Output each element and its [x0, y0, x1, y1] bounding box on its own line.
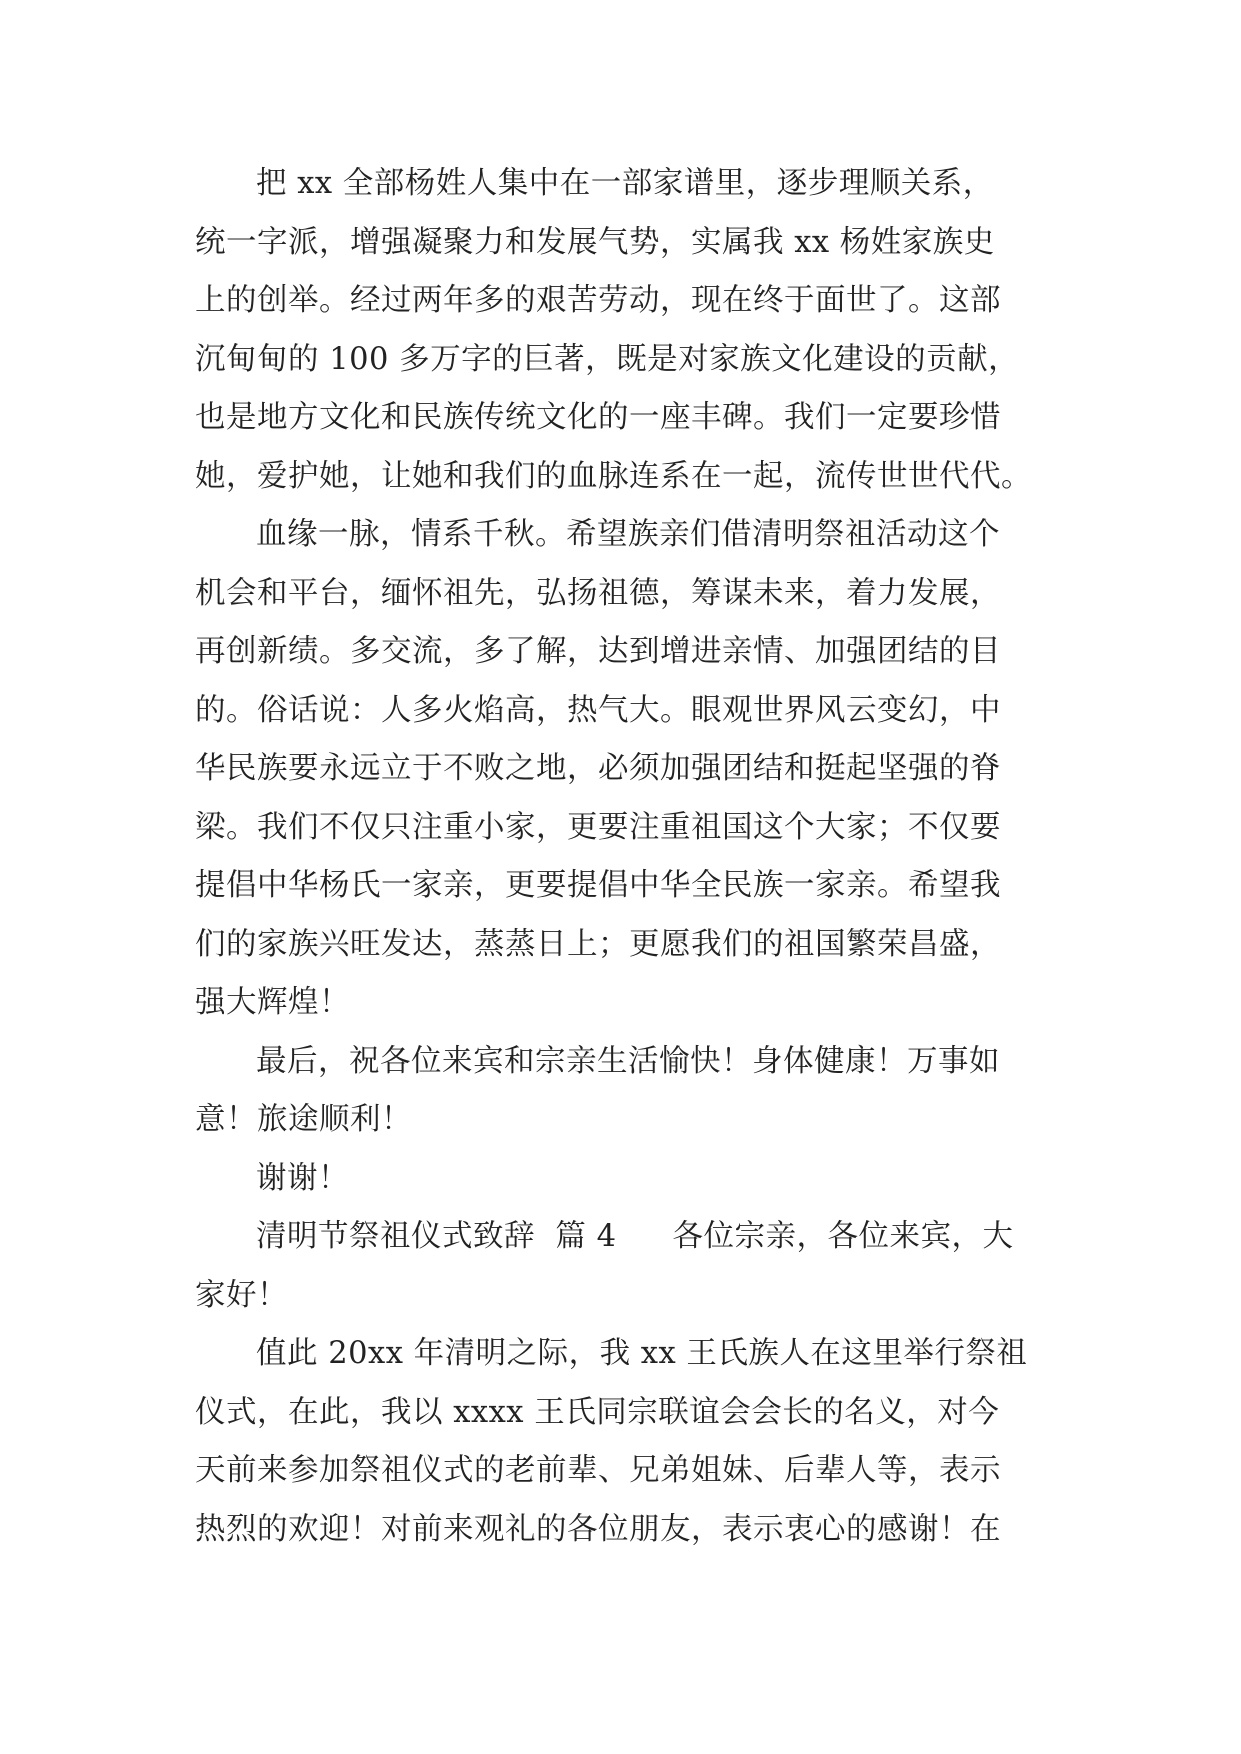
paragraph-line: 血缘一脉，情系千秋。希望族亲们借清明祭祖活动这个: [256, 517, 1000, 552]
paragraph-line: 意！旅途顺利！: [195, 1102, 412, 1137]
paragraph-line: 机会和平台，缅怀祖先，弘扬祖德，筹谋未来，着力发展，: [195, 575, 1001, 611]
paragraph-line: 也是地方文化和民族传统文化的一座丰碑。我们一定要珍惜: [195, 400, 1001, 435]
paragraph-line: 强大辉煌！: [195, 985, 350, 1020]
paragraph-line: 家好！: [195, 1277, 288, 1313]
section-heading-line: [195, 1208, 1055, 1267]
paragraph-line: 的。俗话说：人多火焰高，热气大。眼观世界风云变幻，中: [195, 692, 1001, 728]
paragraph-line: 天前来参加祭祖仪式的老前辈、兄弟姐妹、后辈人等，表示: [195, 1453, 1001, 1488]
paragraph-line: 最后，祝各位来宾和宗亲生活愉快！身体健康！万事如: [256, 1043, 1000, 1079]
greeting-text: 各位宗亲，各位来宾，大: [672, 1219, 1014, 1254]
paragraph-line: 她，爱护她，让她和我们的血脉连系在一起，流传世世代代。: [195, 458, 1032, 494]
paragraph-line: 仪式，在此，我以 xxxx 王氏同宗联谊会会长的名义，对今: [195, 1394, 1000, 1430]
paragraph-line: 谢谢！: [256, 1160, 349, 1196]
paragraph-line: 热烈的欢迎！对前来观礼的各位朋友，表示衷心的感谢！在: [195, 1511, 1001, 1547]
paragraph-line: 再创新绩。多交流，多了解，达到增进亲情、加强团结的目: [195, 634, 1001, 669]
paragraph-line: 梁。我们不仅只注重小家，更要注重祖国这个大家；不仅要: [195, 809, 1001, 845]
paragraph-line: 华民族要永远立于不败之地，必须加强团结和挺起坚强的脊: [195, 751, 1001, 786]
paragraph-line: 沉甸甸的 100 多万字的巨著，既是对家族文化建设的贡献，: [195, 341, 1020, 377]
paragraph-line: 统一字派，增强凝聚力和发展气势，实属我 xx 杨姓家族史: [195, 224, 995, 260]
document-body: [195, 155, 1055, 1559]
paragraph-line: 上的创举。经过两年多的艰苦劳动，现在终于面世了。这部: [195, 283, 1001, 318]
paragraph-line: 提倡中华杨氏一家亲，更要提倡中华全民族一家亲。希望我: [195, 868, 1001, 903]
paragraph-line: 把 xx 全部杨姓人集中在一部家谱里，逐步理顺关系，: [256, 166, 994, 201]
paragraph-line: 们的家族兴旺发达，蒸蒸日上；更愿我们的祖国繁荣昌盛，: [195, 926, 1001, 962]
section-heading: 清明节祭祖仪式致辞 篇 4: [256, 1219, 617, 1254]
paragraph-line: 值此 20xx 年清明之际，我 xx 王氏族人在这里举行祭祖: [256, 1336, 1028, 1371]
